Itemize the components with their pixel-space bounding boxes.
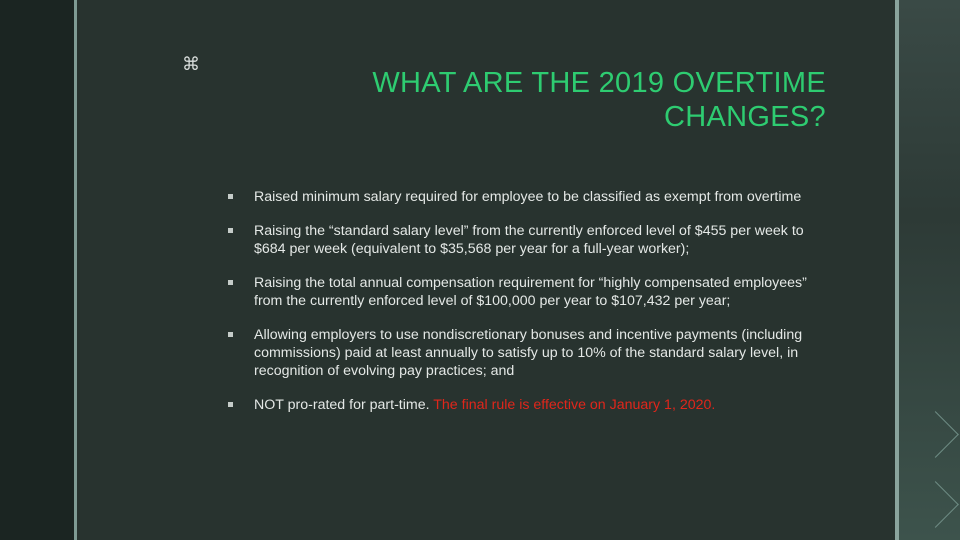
bullet-square-icon — [228, 402, 233, 407]
bullet-square-icon — [228, 194, 233, 199]
right-accent-line — [895, 0, 899, 540]
bullet-text: Allowing employers to use nondiscretionary bonuses and incentive payments (including commissions) paid at least annually to satisfy up to 10% of the standard salary level, in recognition of evolving pay practices; and — [254, 327, 803, 379]
right-band-gradient — [895, 0, 960, 540]
slide-title: WHAT ARE THE 2019 OVERTIME CHANGES? — [372, 67, 826, 133]
bullet-text: Raised minimum salary required for employee to be classified as exempt from overtime — [254, 189, 802, 205]
left-margin-band — [0, 0, 74, 540]
right-decorative-band — [895, 0, 960, 540]
bullet-text: Raising the total annual compensation requirement for “highly compensated employees” from the currently enforced level of $100,000 per year to $107,432 per year; — [254, 275, 807, 309]
bullet-text: NOT pro-rated for part-time. — [254, 397, 430, 413]
bullet-text: Raising the “standard salary level” from the currently enforced level of $455 per week to $684 per week (equivalent to $35,568 per year for a full-year worker); — [254, 223, 804, 257]
bullet-square-icon — [228, 332, 233, 337]
bullet-square-icon — [228, 228, 233, 233]
bullet-item — [228, 396, 828, 414]
bullet-item — [228, 274, 828, 310]
bullet-item — [228, 222, 828, 258]
bullet-item — [228, 326, 828, 380]
bullet-square-icon — [228, 280, 233, 285]
effective-date-highlight: The final rule is effective on January 1, 2020. — [433, 397, 716, 413]
bullet-list — [228, 188, 828, 414]
command-key-icon: ⌘ — [182, 54, 200, 75]
bullet-item — [228, 188, 828, 206]
